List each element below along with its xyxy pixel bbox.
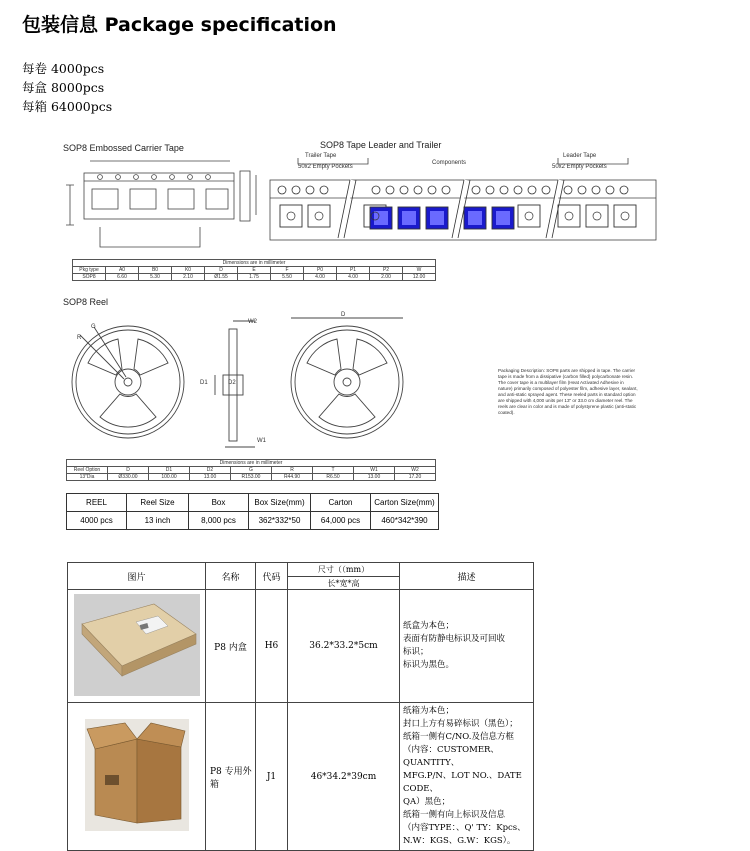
desc-line: 封口上方有易碎标识（黑色）；	[403, 719, 518, 729]
table-row	[68, 703, 534, 851]
reel-label-d1: D1	[200, 380, 208, 386]
pack-header: Carton	[311, 494, 371, 512]
tape-dim-header: P1	[337, 267, 370, 274]
tape-dim-header: E	[238, 267, 271, 274]
trailer-sub-label: 50x2 Empty Pockets	[298, 164, 353, 170]
header-code: 代码	[256, 563, 288, 590]
tape-dim-header: K0	[172, 267, 205, 274]
reel-label-r: R	[77, 335, 82, 341]
tape-dim-header: P0	[304, 267, 337, 274]
carton-size: 46*34.2*39cm	[288, 703, 400, 851]
tape-dim-value: SOP8	[73, 274, 106, 281]
desc-line: N.W：KGS、G.W：KGS）。	[403, 836, 516, 846]
desc-line: MFG.P/N、LOT NO.、DATE CODE、	[403, 771, 522, 794]
desc-line: 纸盒为本色；	[403, 621, 455, 631]
tape-dim-header: P2	[370, 267, 403, 274]
header-picture: 图片	[68, 563, 206, 590]
components-label: Components	[432, 160, 467, 166]
desc-line: 纸箱一侧有向上标识及信息	[403, 810, 506, 820]
carton-name: P8 专用外箱	[206, 703, 256, 851]
pack-header: Reel Size	[127, 494, 189, 512]
reel-dim-header: Reel Option	[67, 467, 108, 474]
pack-value: 362*332*50	[249, 512, 311, 530]
tape-dim-value: 1.75	[238, 274, 271, 281]
tape-dim-value: 2.10	[172, 274, 205, 281]
reel-dim-caption: Dimensions are in millimeter	[67, 460, 436, 467]
reel-label-d: D	[341, 312, 346, 318]
reel-front-drawing	[60, 305, 200, 455]
pack-value: 8,000 pcs	[189, 512, 249, 530]
reel-dim-value: 13.00	[354, 474, 395, 481]
header-name: 名称	[206, 563, 256, 590]
reel-dim-value: 13.00	[190, 474, 231, 481]
tape-dim-value: 4.00	[304, 274, 337, 281]
tape-dim-value: 12.00	[403, 274, 436, 281]
reel-dim-value: R44.90	[272, 474, 313, 481]
reel-dim-value: 17.20	[395, 474, 436, 481]
reel-dim-header: W2	[395, 467, 436, 474]
reel-dim-header: D1	[149, 467, 190, 474]
reel-dim-header: R	[272, 467, 313, 474]
tape-dim-value: Ø1.55	[205, 274, 238, 281]
desc-line: 表面有防静电标识及可回收	[403, 634, 506, 644]
reel-label-w1: W1	[257, 438, 266, 444]
reel-back-drawing	[285, 310, 415, 450]
reel-dim-header: D2	[190, 467, 231, 474]
desc-line: 纸箱一侧有C/NO.及信息方框	[403, 732, 514, 742]
carton-image	[85, 719, 189, 831]
desc-line: 标识；	[403, 647, 429, 657]
trailer-tape-label: Trailer Tape	[305, 153, 337, 159]
tape-dim-value: 5.50	[271, 274, 304, 281]
pack-value: 460*342*390	[371, 512, 439, 530]
reel-dim-header: W1	[354, 467, 395, 474]
carrier-tape-title: SOP8 Embossed Carrier Tape	[63, 143, 184, 153]
tape-leader-drawing	[268, 150, 660, 242]
tape-dim-value: 2.00	[370, 274, 403, 281]
qty-per-reel: 每卷 4000pcs	[22, 61, 105, 76]
carton-photo	[68, 703, 206, 851]
carton-code: J1	[256, 703, 288, 851]
sprocket-holes	[98, 175, 211, 180]
desc-line: 标识为黑色。	[403, 660, 455, 670]
leader-tape-label: Leader Tape	[563, 153, 597, 159]
tape-dim-value: 4.00	[337, 274, 370, 281]
inner-box-image	[74, 594, 200, 696]
reel-dim-value: R6.50	[313, 474, 354, 481]
pack-value: 64,000 pcs	[311, 512, 371, 530]
packaging-description: Packaging Description: SOP8 parts are shipped in tape. The carrier tape is made from a dissipative (carbon filled) polycarbonate resin. The cover tape is a multilayer film (Heat Activated Adhesive in nature) primarily composed of polyester film, adhesive layer, sealant, and anti-static sprayed agent. These reeled parts in standard option are shipped with 4,000 units per 13" or 33.0 cm diameter reel. The reels are clear in color and is made of polystyrene plastic (anti-static coated).	[498, 368, 638, 415]
tape-dim-header: A0	[106, 267, 139, 274]
desc-line: （内容TYPE：、Q' TY：Kpcs、	[403, 823, 526, 833]
pack-header: Box	[189, 494, 249, 512]
reel-dim-value: R153.00	[231, 474, 272, 481]
pack-header: Carton Size(mm)	[371, 494, 439, 512]
tape-dim-header: W	[403, 267, 436, 274]
reel-dim-value: 13"Dia	[67, 474, 108, 481]
inner-box-code: H6	[256, 590, 288, 703]
inner-box-size: 36.2*33.2*5cm	[288, 590, 400, 703]
reel-dim-value: 100.00	[149, 474, 190, 481]
header-size: 尺寸（（mm）	[288, 563, 400, 577]
carrier-tape-drawing	[60, 155, 270, 260]
page-title: 包装信息 Package specification	[22, 14, 337, 36]
tape-dim-header: F	[271, 267, 304, 274]
desc-line: QA）黑色；	[403, 797, 451, 807]
tape-dim-header: D	[205, 267, 238, 274]
leader-sub-label: 50x2 Empty Pockets	[552, 164, 607, 170]
table-row	[68, 590, 534, 703]
inner-box-desc	[400, 590, 534, 703]
reel-title: SOP8 Reel	[63, 297, 109, 307]
header-desc: 描述	[400, 563, 534, 590]
reel-label-g: G	[91, 324, 96, 330]
inner-box-name: P8 内盒	[206, 590, 256, 703]
reel-dimension-table	[66, 459, 436, 481]
qty-per-carton: 每箱 64000pcs	[22, 99, 113, 114]
pack-value: 4000 pcs	[67, 512, 127, 530]
reel-dim-value: Ø330.00	[108, 474, 149, 481]
reel-label-d2: D2	[228, 380, 236, 386]
pack-header: Box Size(mm)	[249, 494, 311, 512]
reel-dim-header: T	[313, 467, 354, 474]
tape-dim-header: B0	[139, 267, 172, 274]
pack-value: 13 inch	[127, 512, 189, 530]
pack-header: REEL	[67, 494, 127, 512]
tape-dim-header: Pkg type	[73, 267, 106, 274]
desc-line: 纸箱为本色；	[403, 706, 455, 716]
carton-desc	[400, 703, 534, 851]
reel-dim-header: G	[231, 467, 272, 474]
desc-line: （内容：CUSTOMER、QUANTITY、	[403, 745, 499, 768]
leader-trailer-title: SOP8 Tape Leader and Trailer	[320, 140, 442, 150]
qty-per-box: 每盒 8000pcs	[22, 80, 105, 95]
tape-dimension-table	[72, 259, 436, 281]
inner-box-photo	[68, 590, 206, 703]
header-size-sub: 长*宽*高	[288, 577, 400, 590]
packaging-table	[67, 562, 534, 851]
tape-dim-caption: Dimensions are in millimeter	[73, 260, 436, 267]
tape-dim-value: 5.30	[139, 274, 172, 281]
pack-quantity-table	[66, 493, 439, 530]
tape-sprocket-holes	[278, 186, 628, 194]
tape-dim-value: 6.60	[106, 274, 139, 281]
reel-dim-header: D	[108, 467, 149, 474]
reel-label-w2: W2	[248, 319, 257, 325]
